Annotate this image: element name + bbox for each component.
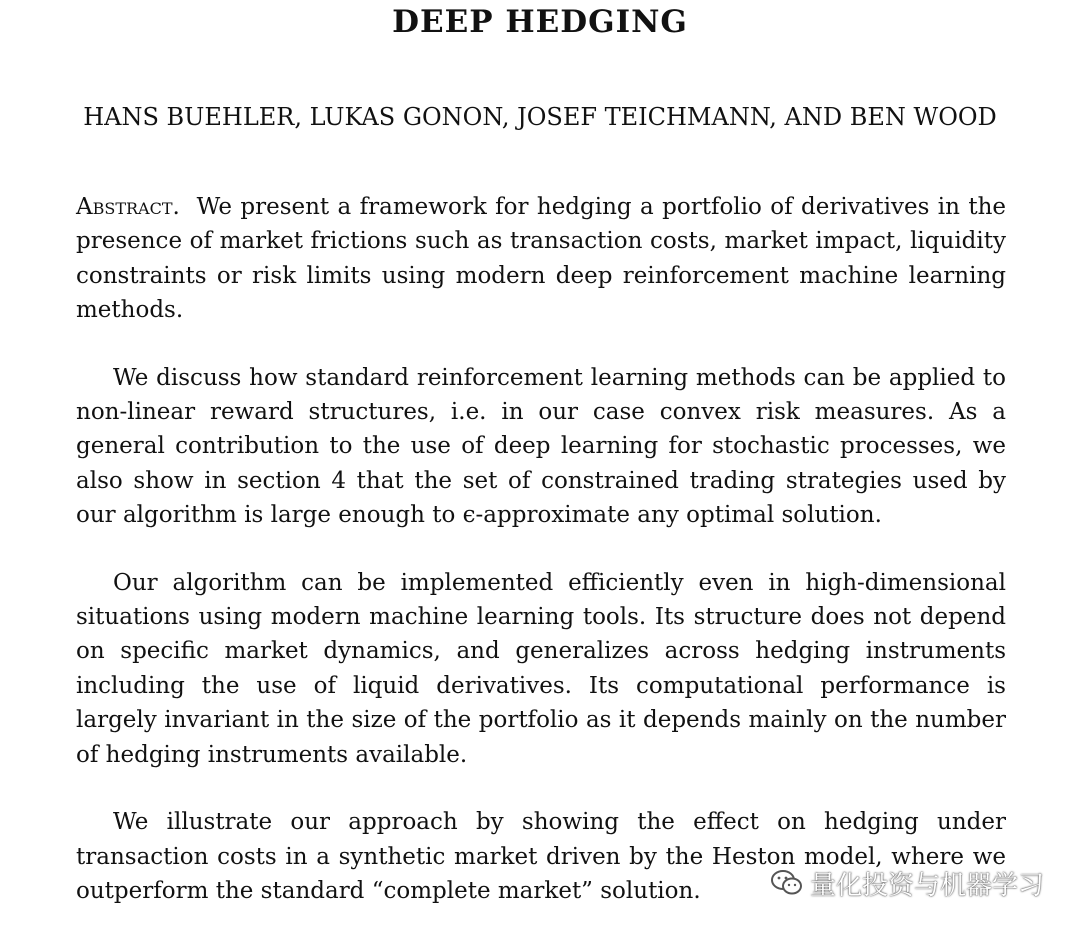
watermark-text: 量化投资与机器学习 xyxy=(810,870,1045,901)
abstract xyxy=(76,190,1006,941)
abstract-paragraph-2: We discuss how standard reinforcement learning methods can be applied to non-linear reward structures, i.e. in our case convex risk measures. As a general contribution to the use of deep learning for stochastic processes, we also show in section 4 that the set of constrained trading strategies used by our algorithm is large enough to ϵ-approximate any optimal solution. xyxy=(76,364,1006,529)
abstract-paragraph-4: We illustrate our approach by showing the effect on hedging under transaction costs in a synthetic market driven by the Heston model, where we outperform the standard “complete market” solution. xyxy=(76,809,1006,904)
abstract-paragraph-1 xyxy=(76,190,1006,328)
paper-title: DEEP HEDGING xyxy=(392,4,688,40)
abstract-heading: Abstract. xyxy=(76,194,180,220)
watermark xyxy=(770,863,1044,903)
author-list: HANS BUEHLER, LUKAS GONON, JOSEF TEICHMANN, AND BEN WOOD xyxy=(83,103,997,131)
abstract-text-1: We present a framework for hedging a portfolio of derivatives in the presence of market frictions such as transaction costs, market impact, liquidity constraints or risk limits using modern deep reinforcement machine learning methods. xyxy=(76,194,1006,324)
wechat-icon xyxy=(770,869,804,897)
abstract-paragraph-3: Our algorithm can be implemented efficiently even in high-dimensional situations using modern machine learning tools. Its structure does not depend on specific market dynamics, and generalizes across hedging instruments including the use of liquid derivatives. Its computational performance is largely invariant in the size of the portfolio as it depends mainly on the number of hedging instruments available. xyxy=(76,569,1006,768)
